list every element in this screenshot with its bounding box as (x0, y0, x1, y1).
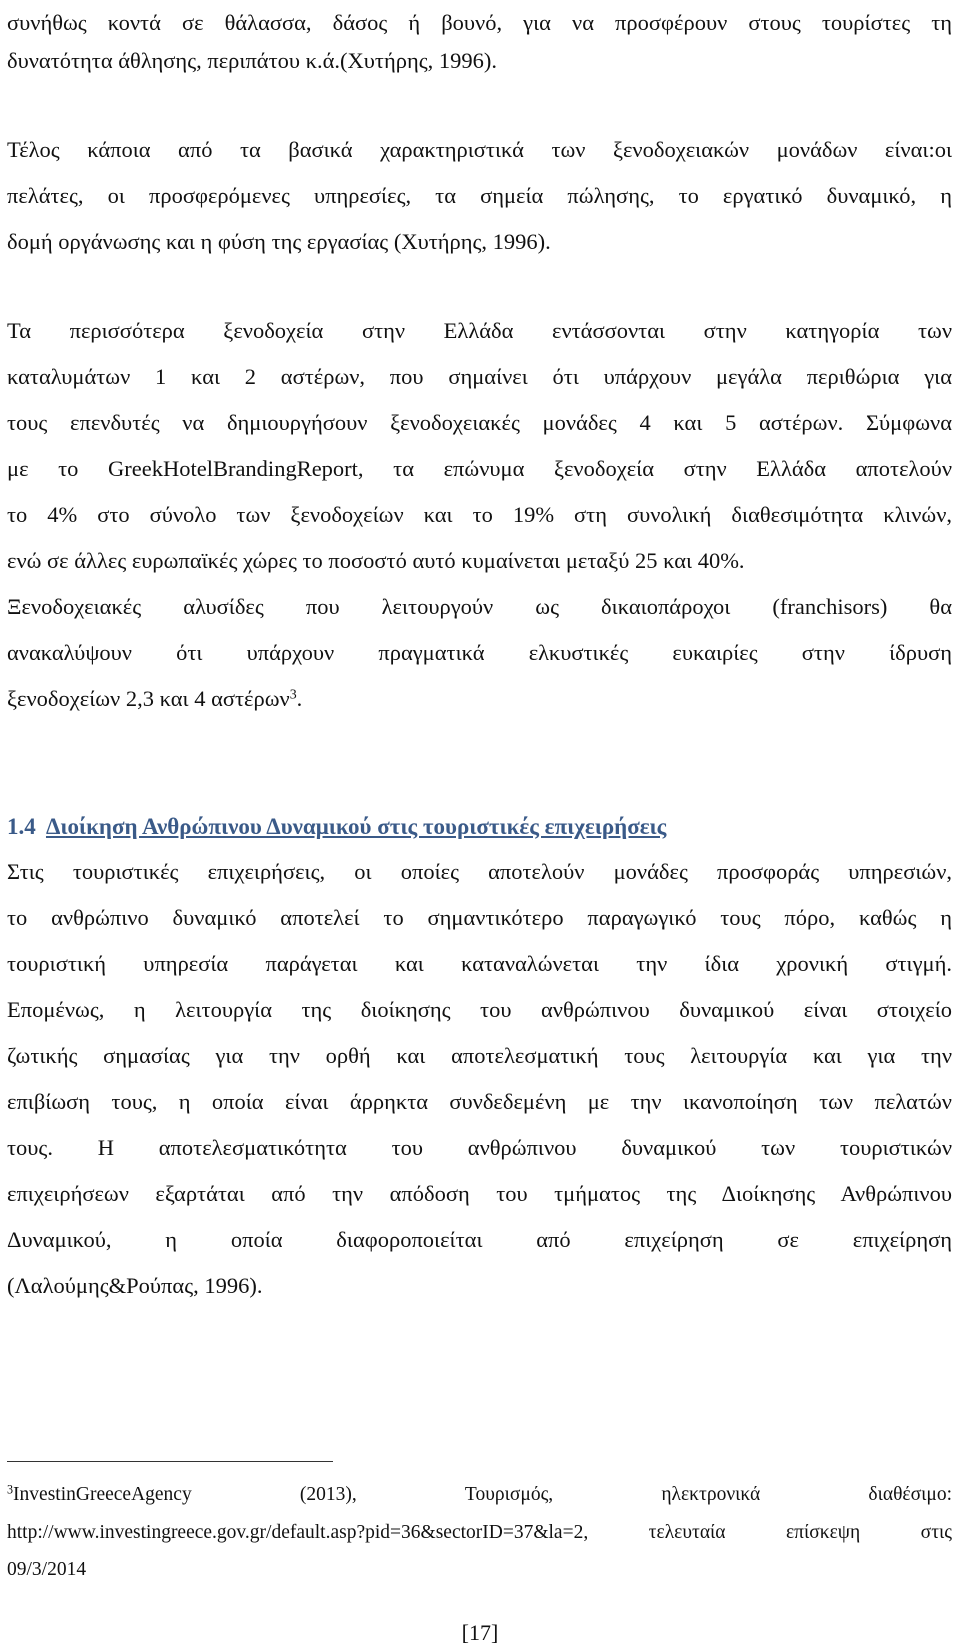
page-number: [17] (461, 1620, 499, 1645)
footnote-mark: 3 (7, 1482, 14, 1497)
para3-line-9-end: . (296, 686, 303, 711)
para3-line-4: με το GreekHotelBrandingReport, τα επώνυμα ξενοδοχεία στην Ελλάδα αποτελούν (7, 456, 952, 481)
footnote-line-1-text: InvestinGreeceAgency (2013), Τουρισμός, ηλεκτρονικά διαθέσιμο: (13, 1484, 952, 1505)
para4-line-10: (Λαλούμης&Ρούπας, 1996). (7, 1273, 263, 1298)
para3-line-9 (7, 684, 952, 714)
para3-line-9-text: ξενοδοχείων 2,3 και 4 αστέρων (7, 686, 290, 711)
para4-line-5: ζωτικής σημασίας για την ορθή και αποτελεσματική τους λειτουργία και για την (7, 1043, 952, 1068)
footnote-line-3: 09/3/2014 (7, 1559, 87, 1580)
section-number: 1.4 (7, 814, 36, 839)
para3-line-6: ενώ σε άλλες ευρωπαϊκές χώρες το ποσοστό αυτό κυμαίνεται μεταξύ 25 και 40%. (7, 548, 745, 573)
para3-line-3: τους επενδυτές να δημιουργήσουν ξενοδοχειακές μονάδες 4 και 5 αστέρων. Σύμφωνα (7, 410, 952, 435)
para2-line-1: Τέλος κάποια από τα βασικά χαρακτηριστικά των ξενοδοχειακών μονάδων είναι:οι (7, 137, 952, 162)
para1-line-2: δυνατότητα άθλησης, περιπάτου κ.ά.(Χυτήρης, 1996). (7, 48, 497, 73)
para4-line-9: Δυναμικού, η οποία διαφοροποιείται από επιχείρηση σε επιχείρηση (7, 1227, 952, 1252)
para4-line-4: Επομένως, η λειτουργία της διοίκησης του ανθρώπινου δυναμικού είναι στοιχείο (7, 997, 952, 1022)
section-title: Διοίκηση Ανθρώπινου Δυναμικού στις τουριστικές επιχειρήσεις (45, 814, 667, 839)
para4-line-3: τουριστική υπηρεσία παράγεται και καταναλώνεται την ίδια χρονική στιγμή. (7, 951, 952, 976)
footnote-line-2 (7, 1520, 952, 1546)
para3-line-8: ανακαλύψουν ότι υπάρχουν πραγματικά ελκυστικές ευκαιρίες στην ίδρυση (7, 640, 952, 665)
para4-line-8: επιχειρήσεων εξαρτάται από την απόδοση του τμήματος της Διοίκησης Ανθρώπινου (7, 1181, 952, 1206)
para4-line-7: τους. Η αποτελεσματικότητα του ανθρώπινου δυναμικού των τουριστικών (7, 1135, 952, 1160)
para2-line-3: δομή οργάνωσης και η φύση της εργασίας (Χυτήρης, 1996). (7, 229, 551, 254)
para4-line-6: επιβίωση τους, η οποία είναι άρρηκτα συνδεδεμένη με την ικανοποίηση των πελατών (7, 1089, 952, 1114)
para3-line-7: Ξενοδοχειακές αλυσίδες που λειτουργούν ως δικαιοπάροχοι (franchisors) θα (7, 594, 952, 619)
section-heading (7, 812, 666, 842)
para1-line-1: συνήθως κοντά σε θάλασσα, δάσος ή βουνό, για να προσφέρουν στους τουρίστες τη (7, 10, 952, 35)
para3-line-5: το 4% στο σύνολο των ξενοδοχείων και το 19% στη συνολική διαθεσιμότητα κλινών, (7, 502, 952, 527)
para2-line-2: πελάτες, οι προσφερόμενες υπηρεσίες, τα σημεία πώλησης, το εργατικό δυναμικό, η (7, 183, 952, 208)
para3-line-1: Τα περισσότερα ξενοδοχεία στην Ελλάδα εντάσσονται στην κατηγορία των (7, 318, 952, 343)
footnote-line-1 (7, 1482, 952, 1508)
para4-line-1: Στις τουριστικές επιχειρήσεις, οι οποίες αποτελούν μονάδες προσφοράς υπηρεσιών, (7, 859, 952, 884)
footnote-reference[interactable]: 3 (289, 687, 297, 703)
footnote-url[interactable]: http://www.investingreece.gov.gr/default.asp?pid=36&sectorID=37&la=2, τελευταία επίσκεψη στις (7, 1522, 952, 1543)
footnote-separator (7, 1461, 333, 1462)
para4-line-2: το ανθρώπινο δυναμικό αποτελεί το σημαντικότερο παραγωγικό τους πόρο, καθώς η (7, 905, 952, 930)
para3-line-2: καταλυμάτων 1 και 2 αστέρων, που σημαίνει ότι υπάρχουν μεγάλα περιθώρια για (7, 364, 952, 389)
